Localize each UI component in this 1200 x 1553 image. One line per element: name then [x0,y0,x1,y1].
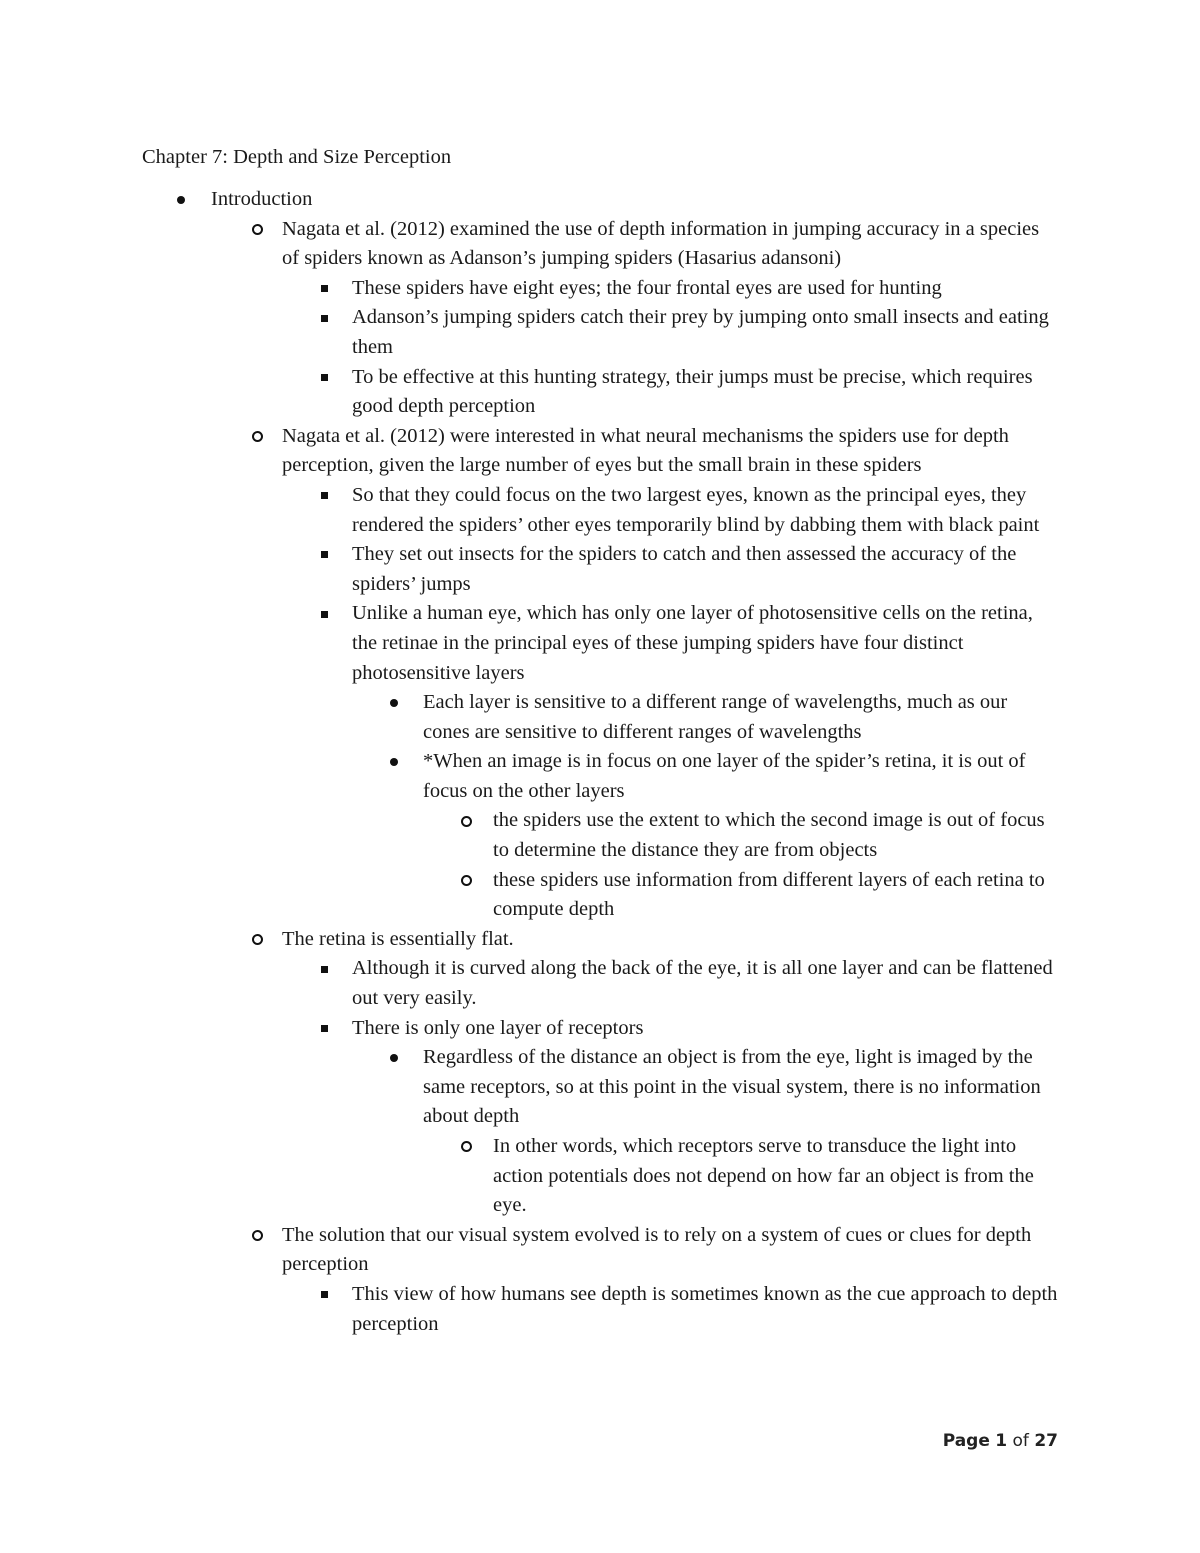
outline-item [0,747,1200,806]
outline-item [0,1014,1200,1044]
outline-item [0,422,1200,481]
ring-bullet-icon [455,866,477,896]
outline-item [0,806,1200,865]
outline-item-text: These spiders have eight eyes; the four frontal eyes are used for hunting [352,276,942,299]
outline-item [0,688,1200,747]
footer-total-pages: 27 [1034,1431,1058,1451]
outline-item-text: Introduction [211,188,313,210]
outline-item-text: Nagata et al. (2012) were interested in what neural mechanisms the spiders use for depth perception, given the large number of eyes but the small brain in these spiders [282,424,1009,477]
page-title: Chapter 7: Depth and Size Perception [142,146,452,168]
outline-item [0,363,1200,422]
square-bullet-icon [313,363,335,393]
outline-item [0,1043,1200,1132]
outline-item-text: the spiders use the extent to which the second image is out of focus to determine the distance they are from objects [493,809,1045,862]
square-bullet-icon [313,274,335,304]
outline-item-text: They set out insects for the spiders to catch and then assessed the accuracy of the spiders’ jumps [352,543,1017,595]
outline-item-text: Nagata et al. (2012) examined the use of depth information in jumping accuracy in a species of spiders known as Adanson’s jumping spiders (Hasarius adansoni) [282,217,1040,270]
outline-item-text: In other words, which receptors serve to transduce the light into action potentials does not depend on how far an object is from the eye. [493,1135,1034,1217]
outline-item [0,303,1200,362]
ring-bullet-icon [246,422,268,452]
outline-item-text: Each layer is sensitive to a different range of wavelengths, much as our cones are sensitive to different ranges of wavelengths [423,691,1008,743]
outline-item [0,215,1200,274]
outline-item-text: To be effective at this hunting strategy, their jumps must be precise, which requires good depth perception [352,365,1033,418]
outline-item-text: This view of how humans see depth is sometimes known as the cue approach to depth perception [352,1282,1058,1335]
outline-item [0,481,1200,540]
outline-item-text: The solution that our visual system evolved is to rely on a system of cues or clues for depth perception [282,1223,1032,1276]
footer-of-word: of [1012,1431,1029,1451]
outline-item-text: Although it is curved along the back of the eye, it is all one layer and can be flattened out very easily. [352,957,1053,1010]
page-footer [943,1431,1058,1451]
outline-item [0,1280,1200,1339]
outline-item-text: these spiders use information from different layers of each retina to compute depth [493,868,1045,921]
outline-list [0,185,1200,1339]
ring-bullet-icon [246,215,268,245]
square-bullet-icon [313,954,335,984]
disc-bullet-icon [383,688,405,718]
ring-bullet-icon [455,1132,477,1162]
outline-item-text: Unlike a human eye, which has only one layer of photosensitive cells on the retina, the retinae in the principal eyes of these jumping spiders have four distinct photosensitive layers [352,602,1033,684]
ring-bullet-icon [246,925,268,955]
outline-item [0,185,1200,215]
outline-item [0,1221,1200,1280]
square-bullet-icon [313,540,335,570]
outline-item [0,274,1200,304]
outline-item-text: The retina is essentially flat. [282,927,514,950]
square-bullet-icon [313,481,335,511]
square-bullet-icon [313,1280,335,1310]
outline-item-text: Adanson’s jumping spiders catch their prey by jumping onto small insects and eating them [352,306,1049,358]
square-bullet-icon [313,303,335,333]
footer-page-number: 1 [995,1431,1008,1451]
outline-item [0,866,1200,925]
ring-bullet-icon [455,806,477,836]
outline-item [0,954,1200,1013]
disc-bullet-icon [383,747,405,777]
footer-page-word: Page [942,1431,990,1451]
disc-bullet-icon [383,1043,405,1073]
outline-item [0,599,1200,688]
outline-item-text: Regardless of the distance an object is from the eye, light is imaged by the same receptors, so at this point in the visual system, there is no information about depth [423,1046,1041,1128]
outline-item [0,540,1200,599]
disc-bullet-icon [170,185,192,215]
ring-bullet-icon [246,1221,268,1251]
outline-item [0,925,1200,955]
outline-item-text: So that they could focus on the two largest eyes, known as the principal eyes, they rendered the spiders’ other eyes temporarily blind by dabbing them with black paint [352,483,1040,536]
outline-item-text: *When an image is in focus on one layer of the spider’s retina, it is out of focus on the other layers [423,750,1026,802]
outline-item-text: There is only one layer of receptors [352,1016,644,1039]
square-bullet-icon [313,599,335,629]
outline-item [0,1132,1200,1221]
square-bullet-icon [313,1014,335,1044]
